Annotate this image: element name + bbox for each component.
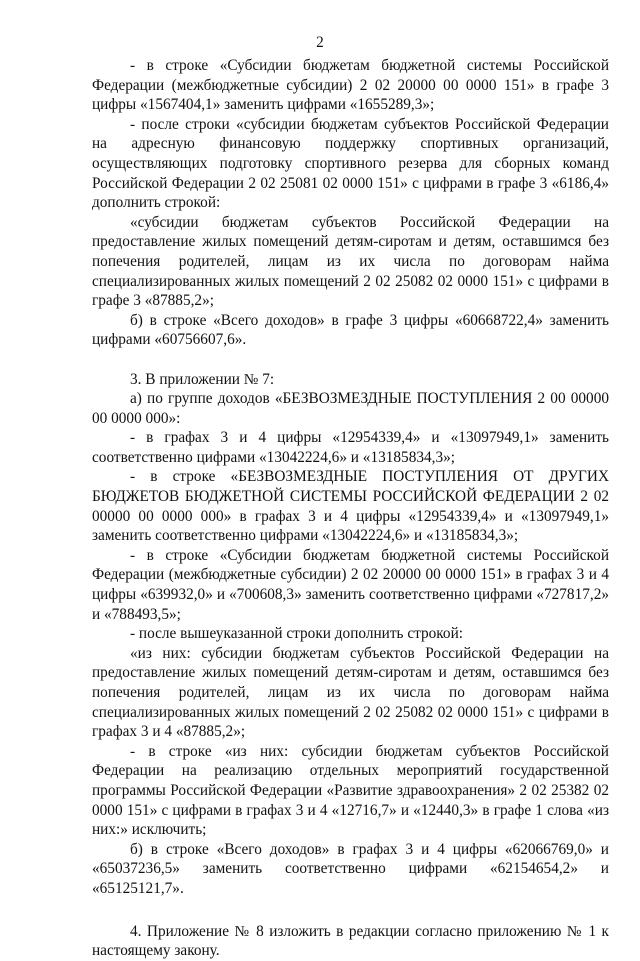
paragraph-gap (92, 899, 609, 922)
paragraph-free-receipts-group: а) по группе доходов «БЕЗВОЗМЕЗДНЫЕ ПОСТУПЛЕНИЯ 2 00 00000 00 0000 000»: (92, 390, 609, 427)
paragraph-gap (92, 350, 609, 370)
paragraph-orphan-housing-subsidy-line: «субсидии бюджетам субъектов Российской Федерации на предоставление жилых помещений детям-сиротам и детям, оставшимся без попечения родителей, лицам из их числа по договорам найма специализированных жилых помещений 2 02 25082 02 0000 151» с цифрами в графе 3 «87885,2»; (92, 213, 609, 310)
paragraph-healthcare-program-line: - в строке «из них: субсидии бюджетам субъектов Российской Федерации на реализацию отдельных мероприятий государственной программы Российской Федерации «Развитие здравоохранения» 2 02 25382 02 0000 151» с цифрами в графах 3 и 4 «12716,7» и «12440,3» в графе 1 слова «из них:» исключить; (92, 742, 609, 839)
document-body (92, 56, 609, 961)
paragraph-other-budgets-line: - в строке «БЕЗВОЗМЕЗДНЫЕ ПОСТУПЛЕНИЯ ОТ ДРУГИХ БЮДЖЕТОВ БЮДЖЕТНОЙ СИСТЕМЫ РОССИЙСКОЙ ФЕДЕРАЦИИ 2 02 00000 00 0000 000» в графах 3 и 4 цифры «12954339,4» и «13097949,1» заменить соответственно цифрами «13042224,6» и «13185834,3»; (92, 468, 609, 545)
paragraph-columns-3-4-replace: - в графах 3 и 4 цифры «12954339,4» и «13097949,1» заменить соответственно цифрами «13042224,6» и «13185834,3»; (92, 429, 609, 466)
section-3-heading: 3. В приложении № 7: (130, 370, 275, 388)
paragraph-after-sports-subsidy-line: - после строки «субсидии бюджетам субъектов Российской Федерации на адресную финансовую поддержку спортивных организаций, осуществляющих подготовку спортивного резерва для сборных команд Российской Федерации 2 02 25081 02 0000 151» с цифрами в графе 3 «6186,4» дополнить строкой: (92, 115, 609, 212)
page-number: 2 (316, 34, 324, 51)
paragraph-total-income-line: б) в строке «Всего доходов» в графе 3 цифры «60668722,4» заменить цифрами «60756607,6». (92, 311, 609, 349)
paragraph-of-which-orphan-housing: «из них: субсидии бюджетам субъектов Российской Федерации на предоставление жилых помещений детям-сиротам и детям, оставшимся без попечения родителей, лицам из их числа по договорам найма специализированных жилых помещений 2 02 25082 02 0000 151» с цифрами в графах 3 и 4 «87885,2»; (92, 644, 609, 741)
paragraph-add-line-after: - после вышеуказанной строки дополнить строкой: (130, 625, 464, 643)
paragraph-subsidies-line-replace: - в строке «Субсидии бюджетам бюджетной системы Российской Федерации (межбюджетные субсидии) 2 02 20000 00 0000 151» в графе 3 цифры «1567404,1» заменить цифрами «1655289,3»; (92, 57, 609, 114)
paragraph-total-income-columns: б) в строке «Всего доходов» в графах 3 и 4 цифры «62066769,0» и «65037236,5» заменить соответственно цифрами «62154654,2» и «65125121,7». (92, 840, 609, 897)
paragraph-interbudget-subsidies-line: - в строке «Субсидии бюджетам бюджетной системы Российской Федерации (межбюджетные субсидии) 2 02 20000 00 0000 151» в графах 3 и 4 цифры «639932,0» и «700608,3» заменить соответственно цифрами «727817,2» и «788493,5»; (92, 546, 609, 623)
section-4-appendix-8: 4. Приложение № 8 изложить в редакции согласно приложению № 1 к настоящему закону. (92, 922, 609, 960)
